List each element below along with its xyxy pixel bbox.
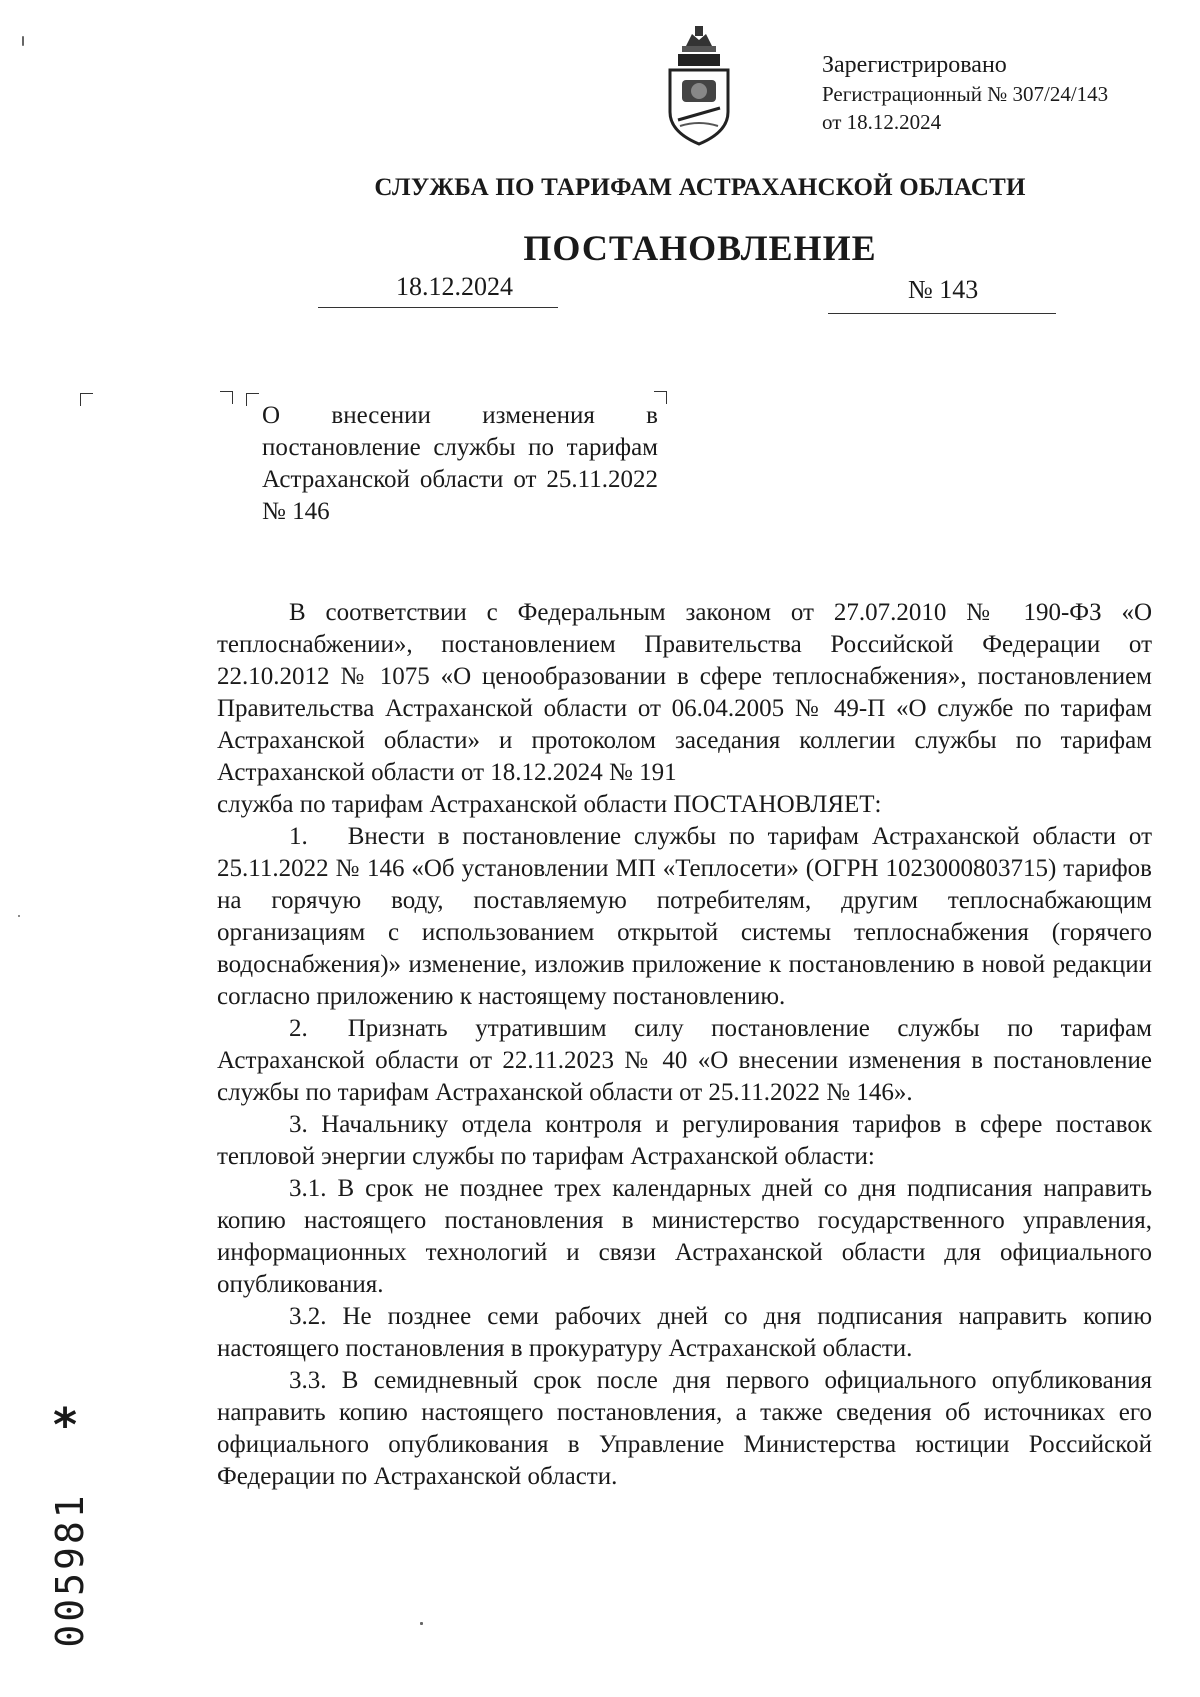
registration-number: Регистрационный № 307/24/143 — [822, 82, 1109, 106]
item-3-3-paragraph: 3.3. В семидневный срок после дня первого официального опубликования направить копию настоящего постановления, а также сведения об источниках его официального опубликования в Управление Министерства юстиции Российской Федерации по Астраханской области. — [217, 1367, 1152, 1490]
number-underline — [828, 313, 1056, 314]
document-body — [217, 597, 1152, 1493]
registration-heading: Зарегистрировано — [822, 52, 1007, 78]
registration-block — [822, 50, 1162, 136]
document-subject: О внесении изменения в постановление службы по тарифам Астраханской области от 25.11.2022 № 146 — [262, 402, 658, 525]
item-1-text: Внести в постановление службы по тарифам Астраханской области от 25.11.2022 № 146 «Об установлении МП «Теплосети» (ОГРН 1023000803715) тарифов на горячую воду, поставляемую потребителям, другим теплоснабжающим организациям с использованием открытой системы теплоснабжения (горячего водоснабжения)» изменение, изложив приложение к постановлению в новой редакции согласно приложению к настоящему постановлению. — [217, 823, 1152, 1010]
item-3-2-paragraph: 3.2. Не позднее семи рабочих дней со дня подписания направить копию настоящего постановления в прокуратуру Астраханской области. — [217, 1303, 1152, 1362]
corner-mark — [80, 393, 93, 406]
corner-mark — [246, 393, 259, 406]
date-underline — [318, 307, 558, 308]
item-1-paragraph — [217, 821, 1152, 1013]
stamp-serial-number: 005981 — [48, 1492, 92, 1648]
item-2-text: Признать утратившим силу постановление службы по тарифам Астраханской области от 22.11.2023 № 40 «О внесении изменения в постановление службы по тарифам Астраханской области от 25.11.2022 № 146». — [217, 1015, 1152, 1106]
document-type-title: ПОСТАНОВЛЕНИЕ — [523, 228, 877, 268]
item-3-paragraph: 3. Начальнику отдела контроля и регулирования тарифов в сфере поставок тепловой энергии службы по тарифам Астраханской области: — [217, 1111, 1152, 1170]
item-3-1-paragraph: 3.1. В срок не позднее трех календарных дней со дня подписания направить копию настоящего постановления в министерство государственного управления, информационных технологий и связи Астраханской области для официального опубликования. — [217, 1175, 1152, 1298]
coat-of-arms-icon — [664, 24, 734, 152]
item-1-number: 1. — [289, 823, 308, 850]
item-2-number: 2. — [289, 1015, 308, 1042]
scan-speck — [22, 36, 24, 46]
stamp-asterisk: * — [53, 1398, 78, 1452]
document-number: № 143 — [908, 275, 979, 304]
registration-date: от 18.12.2024 — [822, 110, 942, 134]
preamble-paragraph: В соответствии с Федеральным законом от 27.07.2010 № 190-ФЗ «О теплоснабжении», постановлением Правительства Российской Федерации от 22.10.2012 № 1075 «О ценообразовании в сфере теплоснабжения», постановлением Правительства Астраханской области от 06.04.2005 № 49-П «О службе по тарифам Астраханской области» и протоколом заседания коллегии службы по тарифам Астраханской области от 18.12.2024 № 191 — [217, 599, 1152, 786]
item-2-paragraph — [217, 1013, 1152, 1109]
agency-name: СЛУЖБА ПО ТАРИФАМ АСТРАХАНСКОЙ ОБЛАСТИ — [374, 174, 1026, 201]
document-date: 18.12.2024 — [396, 272, 513, 301]
resolves-paragraph: служба по тарифам Астраханской области ПОСТАНОВЛЯЕТ: — [217, 791, 882, 818]
corner-mark — [220, 391, 233, 404]
scan-speck — [18, 915, 20, 917]
scan-speck — [420, 1622, 423, 1625]
